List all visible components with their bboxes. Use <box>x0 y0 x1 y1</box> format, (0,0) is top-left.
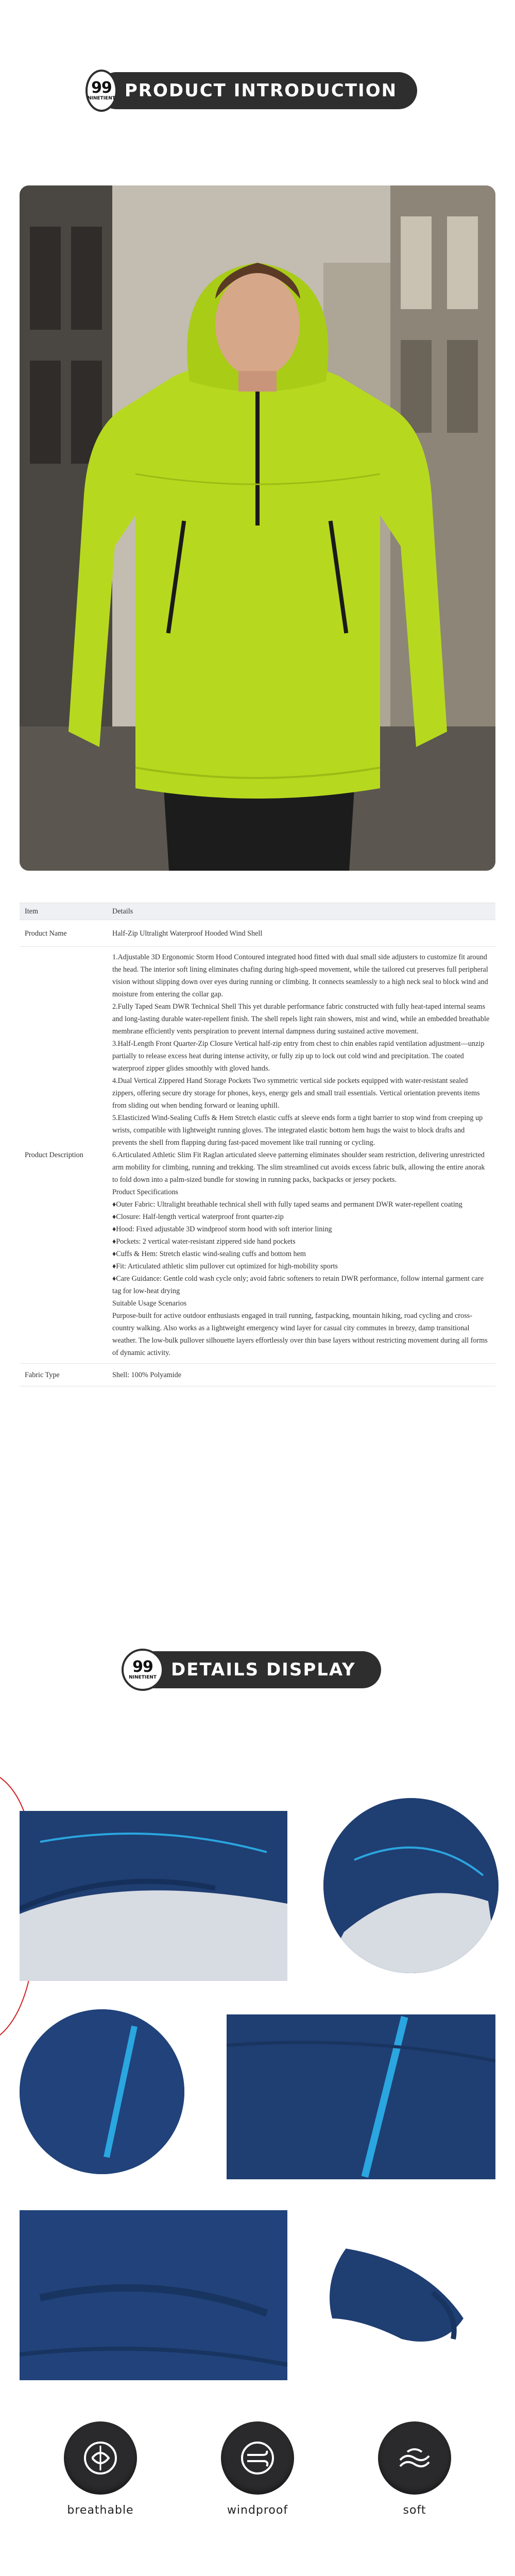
hood-detail-illustration <box>20 1811 287 1981</box>
brand-logo-name: NINETIENT <box>88 96 115 101</box>
description-line: ♦Outer Fabric: Ultralight breathable technical shell with fully taped seams and permanent DWR water-repellent coating <box>112 1200 462 1209</box>
detail-photo-zipper <box>227 2014 495 2179</box>
cuff-detail-illustration <box>330 2215 494 2380</box>
section-title: DETAILS DISPLAY <box>171 1659 356 1680</box>
brand-logo-name: NINETIENT <box>129 1675 157 1680</box>
section-title: PRODUCT INTRODUCTION <box>124 80 398 101</box>
product-spec-table <box>20 903 495 1386</box>
pocket-detail-illustration <box>20 2009 184 2174</box>
hero-illustration <box>20 185 495 871</box>
detail-photo-collar-circle <box>323 1798 499 1973</box>
description-line: ♦Fit: Articulated athletic slim pullover cut optimized for high-mobility sports <box>112 1262 338 1270</box>
detail-photo-hood <box>20 1811 287 1981</box>
brand-logo <box>122 1649 164 1691</box>
feature-breathable <box>49 2421 152 2517</box>
detail-photo-hem <box>20 2210 287 2380</box>
table-row <box>20 920 495 947</box>
windproof-icon <box>221 2421 294 2495</box>
description-line: ♦Care Guidance: Gentle cold wash cycle only; avoid fabric softeners to retain DWR performance, follow internal garment care tag for low-heat drying <box>112 1275 484 1295</box>
fabric-type-label: Fabric Type <box>20 1364 107 1386</box>
product-description-value <box>107 947 495 1364</box>
section-header-details-display <box>129 1651 381 1688</box>
description-line: ♦Pockets: 2 vertical water-resistant zippered side hand pockets <box>112 1238 296 1246</box>
feature-label: soft <box>403 2504 426 2517</box>
detail-photo-pocket-circle <box>20 2009 184 2174</box>
soft-icon <box>378 2421 451 2495</box>
brand-logo <box>85 70 117 112</box>
description-line: Purpose-built for active outdoor enthusiasts engaged in trail running, fastpacking, mountain hiking, road cycling and cross-country walking. Also works as a lightweight emergency wind layer for casual city commutes in breezy, damp transitional weather. The low-bulk pullover silhouette layers effortlessly over thin base layers without restricting movement during all forms of dynamic activity. <box>112 1312 488 1357</box>
table-header-row <box>20 903 495 920</box>
description-line: 1.Adjustable 3D Ergonomic Storm Hood Contoured integrated hood fitted with dual small side adjusters to customize fit around the head. The interior soft lining eliminates chafing during high-speed movement, while the tailored cut preserves full peripheral vision without slipping down over eyes during running or climbing. It connects seamlessly to a high neck seal to block wind and moisture from entering the collar gap. <box>112 953 488 998</box>
description-line: 2.Fully Taped Seam DWR Technical Shell This yet durable performance fabric constructed with fully heat-taped internal seams and long-lasting durable water-repellent finish. The shell repels light rain showers, mist and wind, while an embedded breathable membrane efficiently vents perspiration to prevent internal dampness during sustained active movement. <box>112 1003 490 1036</box>
table-header-details: Details <box>107 903 495 920</box>
description-line: ♦Cuffs & Hem: Stretch elastic wind-sealing cuffs and bottom hem <box>112 1250 306 1258</box>
feature-label: breathable <box>67 2504 134 2517</box>
description-line: 3.Half-Length Front Quarter-Zip Closure Vertical half-zip entry from chest to chin enables rapid ventilation adjustment—unzip partially to release excess heat during intense activity, or fully zip up to lock out cold wind and precipitation. The coated waterproof zipper glides smoothly with gloved hands. <box>112 1040 485 1073</box>
hero-product-photo <box>20 185 495 871</box>
description-line: 5.Elasticized Wind-Sealing Cuffs & Hem Stretch elastic cuffs at sleeve ends form a tight barrier to stop wind from creeping up wrists, compatible with lightweight running gloves. The integrated elastic bottom hem hugs the waist to block drafts and prevents the shell from flapping during fast-paced movement like trail running or cycling. <box>112 1114 483 1147</box>
product-name-label: Product Name <box>20 920 107 947</box>
description-line: Suitable Usage Scenarios <box>112 1299 187 1308</box>
description-line: 6.Articulated Athletic Slim Fit Raglan articulated sleeve patterning eliminates shoulder seam restriction, delivering unrestricted arm mobility for climbing, running and trekking. The slim streamlined cut avoids excess fabric bulk, allowing the entire anorak to fold down into a palm-sized bundle for stowing in running packs, backpacks or jersey pockets. <box>112 1151 485 1184</box>
product-description-label: Product Description <box>20 947 107 1364</box>
product-name-value: Half-Zip Ultralight Waterproof Hooded Wind Shell <box>107 920 495 947</box>
description-line: ♦Hood: Fixed adjustable 3D windproof storm hood with soft interior lining <box>112 1225 332 1233</box>
fabric-type-value: Shell: 100% Polyamide <box>107 1364 495 1386</box>
breathable-icon <box>64 2421 137 2495</box>
description-line: Product Specifications <box>112 1188 179 1196</box>
table-row <box>20 947 495 1364</box>
feature-windproof <box>206 2421 309 2517</box>
detail-photo-cuff-circle <box>330 2215 494 2380</box>
brand-logo-number: 99 <box>91 79 112 97</box>
collar-detail-illustration <box>323 1798 499 1973</box>
description-line: 4.Dual Vertical Zippered Hand Storage Pockets Two symmetric vertical side pockets equipped with water-resistant sealed zippers, offering secure dry storage for phones, keys, energy gels and small trail essentials. Vertical orientation prevents items from sliding out when bending forward or leaning uphill. <box>112 1077 480 1110</box>
feature-label: windproof <box>227 2504 288 2517</box>
description-line: ♦Closure: Half-length vertical waterproof front quarter-zip <box>112 1213 284 1221</box>
table-row <box>20 1364 495 1386</box>
section-header-product-introduction <box>88 72 417 109</box>
feature-soft <box>363 2421 466 2517</box>
hem-detail-illustration <box>20 2210 287 2380</box>
zipper-detail-illustration <box>227 2014 495 2179</box>
brand-logo-number: 99 <box>132 1658 153 1676</box>
table-header-item: Item <box>20 903 107 920</box>
